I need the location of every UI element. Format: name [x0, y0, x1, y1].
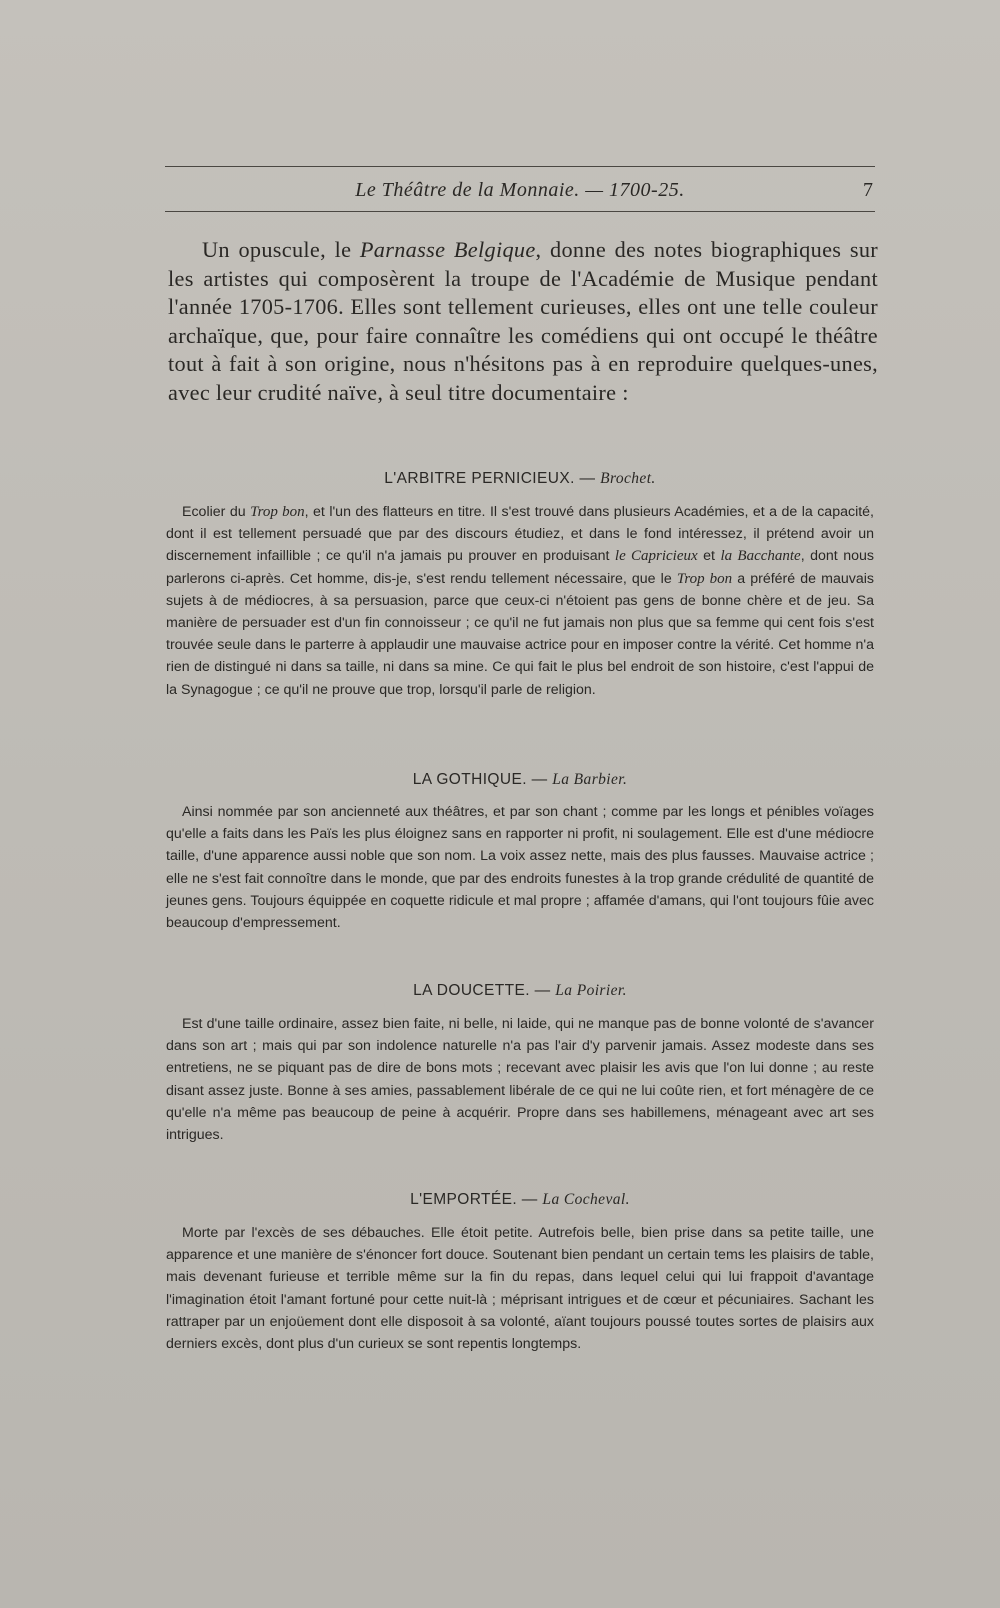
entry-dash: — [526, 771, 553, 788]
entry-body [166, 501, 874, 701]
entry-actor: La Barbier. [552, 771, 628, 788]
entry-heading [160, 771, 880, 789]
intro-text-start: Un opuscule, le [202, 237, 360, 262]
entry-name: LA GOTHIQUE. [412, 771, 527, 788]
entry-italic: le Capricieux [614, 548, 698, 565]
entry-actor: La Cocheval. [542, 1191, 630, 1208]
entry-text: Ecolier du [182, 504, 251, 520]
entry-dash: — [529, 982, 556, 999]
entry-name: L'EMPORTÉE. [410, 1191, 518, 1208]
entry-dash: — [517, 1191, 543, 1208]
entry-dash: — [574, 470, 601, 487]
entry-actor: Brochet. [600, 470, 656, 487]
entry-italic: Trop bon [250, 504, 305, 520]
entry-body: Est d'une taille ordinaire, assez bien faite, ni belle, ni laide, qui ne manque pas de bonne volonté de s'avancer dans son art ; mais qui par son indolence naturelle n'a pas l'air d'y parvenir jamais. Assez modeste dans ses entretiens, ne se piquant pas de dire de bons mots ; recevant avec plaisir les avis que l'on lui donne ; au reste disant assez juste. Bonne à ses amies, passablement libérale de ce qui ne lui coûte rien, et fort ménagère de ce qu'elle n'a même pas beaucoup de peine à acquérir. Propre dans ses habillemens, ménageant avec art ses intrigues. [166, 1016, 874, 1144]
entry-name: L'ARBITRE PERNICIEUX. [384, 470, 575, 487]
entry-text: et [697, 548, 721, 565]
entry-italic: Trop bon [676, 570, 733, 587]
running-header [165, 166, 875, 212]
running-title: Le Théâtre de la Monnaie. — 1700-25. [355, 179, 685, 201]
entry-body: Ainsi nommée par son ancienneté aux théâtres, et par son chant ; comme par les longs et pénibles voïages qu'elle a faits dans les Païs les plus éloignez sans en rapporter ni profit, ni soulagement. Elle est d'une médiocre taille, d'une apparence aussi noble que son nom. La voix assez nette, mais des plus fausses. Mauvaise actrice ; elle ne s'est fait connoître dans le monde, que par des endroits funestes à la trop grande crédulité de quantité de jeunes gens. Toujours équippée en coquette ridicule et mal propre ; affamée d'amans, qui l'ont toujours fûie avec beaucoup d'empressement. [166, 804, 874, 932]
entry-text: , et l'un des flatteurs en titre. Il s'est trouvé dans plusieurs Académies, et a de la capacité, dont il est tellement persuadé que par des discours étudiez, et dans le fond intéressez, il prétend avoir un discernement infaillible ; ce qu'il n'a jamais pu prouver en produisant [166, 504, 874, 565]
entry-text: a préféré de mauvais sujets à de médiocres, à sa persuasion, parce que ceux-ci n'étoient pas gens de bonne chère et de jeu. Sa manière de persuader est d'un fin connoisseur ; ce qu'il ne fut jamais non plus que sa femme qui cent fois s'est trouvée seule dans le parterre à applaudir une mauvaise actrice pour en imposer contre la vérité. Cet homme n'a rien de distingué ni dans sa taille, ni dans sa mine. Ce qui fait le plus bel endroit de son histoire, c'est l'appui de la Synagogue ; ce qu'il ne prouve que trop, lorsqu'il parle de religion. [166, 570, 874, 698]
entry-heading [160, 1191, 880, 1209]
entry-italic: la Bacchante [720, 548, 801, 565]
intro-book-title: Parnasse Belgique [359, 237, 536, 262]
entry-actor: La Poirier. [555, 982, 627, 999]
entry-heading [160, 470, 880, 488]
intro-text-end: , donne des notes biographiques sur les artistes qui composèrent la troupe de l'Académie de Musique pendant l'année 1705-1706. Elles sont tellement curieuses, elles ont une telle couleur archaïque, que, pour faire connaître les comédiens qui ont occupé le théâtre tout à fait à son origine, nous n'hésitons pas à en reproduire quelques-unes, avec leur crudité naïve, à seul titre documentaire : [168, 237, 878, 405]
entry-heading [160, 982, 880, 1000]
entry-body: Morte par l'excès de ses débauches. Elle étoit petite. Autrefois belle, bien prise dans sa petite taille, une apparence et une manière de s'énoncer fort douce. Soutenant bien pendant un certain tems les plaisirs de table, mais devenant furieuse et terrible même sur la fin du repas, dans lequel celui qui lui frappoit d'avantage l'imagination étoit l'amant fortuné pour cette nuit-là ; méprisant intrigues et de cœur et pécuniaires. Sachant les rattraper par un enjoüement dont elle disposoit à sa volonté, aïant toujours poussé toutes sortes de plaisirs aux derniers excès, dont plus d'un curieux se sont repentis longtemps. [166, 1225, 874, 1353]
intro-paragraph [168, 236, 878, 408]
entry-name: LA DOUCETTE. [413, 982, 530, 999]
page-number: 7 [863, 179, 873, 201]
entry-text: , dont nous parlerons ci-après. Cet homme, dis-je, s'est rendu tellement nécessaire, que le [166, 548, 874, 587]
